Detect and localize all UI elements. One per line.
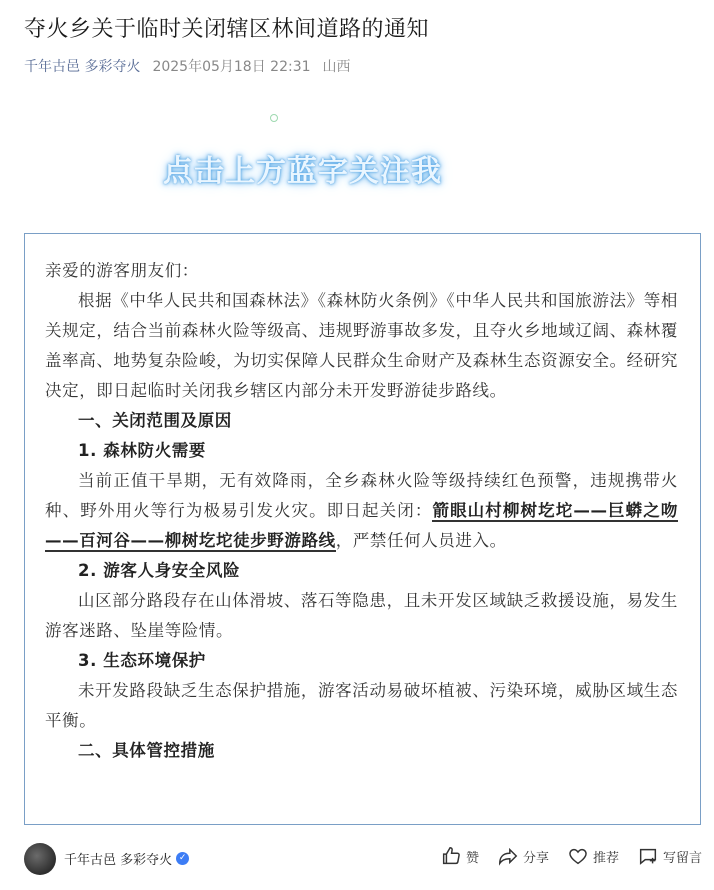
item-heading: 3. 生态环境保护 [78, 651, 206, 670]
item-paragraph [45, 466, 678, 556]
recommend-button[interactable] [567, 845, 619, 867]
notice-box [24, 233, 701, 825]
share-button[interactable] [497, 845, 549, 867]
bottom-action-bar [0, 835, 714, 890]
verified-icon: ✓ [176, 852, 189, 865]
article-title: 夺火乡关于临时关闭辖区林间道路的通知 [24, 17, 430, 42]
item-heading: 2. 游客人身安全风险 [78, 561, 241, 580]
thumbs-up-icon [440, 845, 462, 867]
account-name-link[interactable]: 千年古邑 多彩夺火 [24, 59, 141, 75]
notice-content [25, 234, 700, 766]
item1-text: 当前正值干旱期，无有效降雨，全乡森林火险等级持续红色预警，违规携带火种、野外用火等行为极易引发火灾。即日起关闭： [45, 471, 678, 520]
comment-icon [637, 845, 659, 867]
section-heading: 二、具体管控措施 [78, 741, 215, 760]
article-meta [24, 56, 351, 76]
like-label: 赞 [465, 850, 479, 866]
comment-label: 写留言 [662, 850, 702, 866]
item-paragraph: 山区部分路段存在山体滑坡、落石等隐患，且未开发区域缺乏救援设施，易发生游客迷路、坠崖等险情。 [45, 591, 678, 640]
heart-icon [567, 845, 589, 867]
closed-route: 箭眼山村柳树圪坨——巨蟒之吻——百河谷——柳树圪坨徒步野游路线 [45, 501, 678, 550]
section-heading: 一、关闭范围及原因 [78, 411, 232, 430]
publish-date: 2025年05月18日 22:31 [152, 59, 311, 75]
item1-text-end: ，严禁任何人员进入。 [335, 531, 507, 550]
like-button[interactable] [440, 845, 479, 867]
share-icon [497, 845, 519, 867]
action-group [440, 845, 702, 867]
share-label: 分享 [522, 850, 549, 866]
avatar[interactable] [24, 843, 56, 875]
publish-location: 山西 [322, 59, 351, 75]
recommend-label: 推荐 [592, 850, 619, 866]
intro-paragraph: 根据《中华人民共和国森林法》《森林防火条例》《中华人民共和国旅游法》等相关规定，结合当前森林火险等级高、违规野游事故多发，且夺火乡地域辽阔、森林覆盖率高、地势复杂险峻，为切实保障人民群众生命财产及森林生态资源安全。经研究决定，即日起临时关闭我乡辖区内部分未开发野游徒步路线。 [45, 291, 678, 400]
greeting: 亲爱的游客朋友们： [45, 261, 199, 280]
decorative-dot-icon [270, 114, 278, 122]
comment-button[interactable] [637, 845, 702, 867]
author-name: 千年古邑 多彩夺火 [64, 853, 173, 868]
follow-prompt-banner: 点击上方蓝字关注我 [163, 154, 442, 189]
item-paragraph: 未开发路段缺乏生态保护措施，游客活动易破坏植被、污染环境，威胁区域生态平衡。 [45, 681, 678, 730]
author-info[interactable] [64, 849, 189, 868]
item-heading: 1. 森林防火需要 [78, 441, 206, 460]
